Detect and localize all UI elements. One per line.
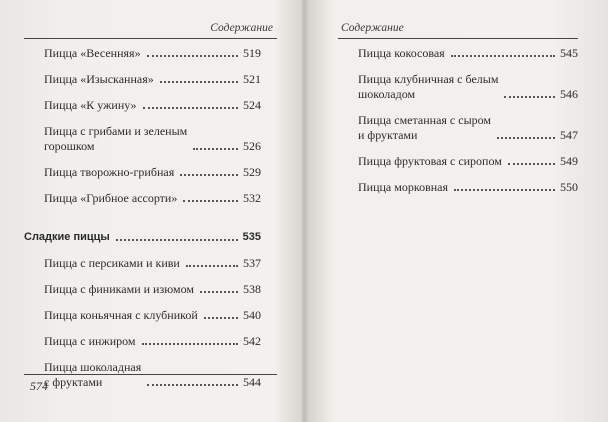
toc-entry-page: 545 [560, 46, 578, 60]
toc-entry-page: 550 [560, 180, 578, 194]
running-head: Содержание [210, 22, 273, 34]
toc-entry-page: 544 [243, 375, 261, 389]
running-head: Содержание [341, 22, 404, 34]
toc-entry-title: Пицца фруктовая с сиропом [358, 154, 502, 168]
toc-entry [24, 256, 261, 271]
dot-leader [143, 107, 238, 109]
toc-entry-page: 526 [243, 139, 261, 153]
toc-entry-title: Пицца с персиками и киви [44, 256, 180, 270]
dot-leader [160, 81, 238, 83]
toc-entry-title: Пицца с инжиром [44, 334, 136, 348]
dot-leader [451, 55, 555, 57]
toc-entry-page: 529 [243, 165, 261, 179]
toc-entry [24, 165, 261, 180]
toc-entry [24, 46, 261, 61]
dot-leader [147, 55, 238, 57]
toc-entry-title: Пицца «Весенняя» [44, 46, 141, 60]
toc-entry [24, 191, 261, 206]
toc-entry [338, 154, 578, 169]
toc-entry-title: Пицца «Грибное ассорти» [44, 191, 178, 205]
toc-entry-title: Пицца клубничная с белым шоколадом [358, 72, 499, 101]
dot-leader [200, 291, 238, 293]
toc-entry [24, 360, 261, 390]
toc-list [24, 46, 261, 401]
dot-leader [116, 239, 238, 241]
toc-entry-page: 537 [243, 256, 261, 270]
toc-entry-title: Пицца «К ужину» [44, 98, 137, 112]
header-rule [24, 38, 277, 39]
dot-leader [204, 317, 238, 319]
toc-entry-page: 532 [243, 191, 261, 205]
toc-entry-page: 546 [560, 87, 578, 101]
toc-entry-page: 549 [560, 154, 578, 168]
toc-entry-page: 521 [243, 72, 261, 86]
dot-leader [454, 189, 555, 191]
toc-entry-page: 542 [243, 334, 261, 348]
toc-entry-title: Пицца кокосовая [358, 46, 445, 60]
dot-leader [147, 384, 238, 386]
header-rule [338, 38, 578, 39]
dot-leader [180, 174, 238, 176]
toc-entry-title: Пицца творожно-грибная [44, 165, 175, 179]
dot-leader [186, 265, 238, 267]
toc-entry-page: 547 [560, 128, 578, 142]
toc-entry-title: Пицца с грибами и зеленым горошком [44, 124, 188, 153]
toc-entry-title: Пицца с финиками и изюмом [44, 282, 194, 296]
toc-entry-title: Пицца шоколадная с фруктами [44, 360, 142, 389]
footer-rule [24, 374, 277, 375]
toc-entry-page: 535 [242, 231, 261, 243]
toc-entry-title: Пицца «Изысканная» [44, 72, 154, 86]
dot-leader [193, 148, 238, 150]
toc-entry [24, 282, 261, 297]
toc-entry [24, 308, 261, 323]
toc-entry-title: Пицца коньячная с клубникой [44, 308, 198, 322]
page-number: 574 [30, 379, 48, 393]
toc-entry [338, 180, 578, 195]
toc-entry-page: 540 [243, 308, 261, 322]
toc-section-title: Сладкие пиццы [24, 231, 110, 243]
dot-leader [142, 343, 238, 345]
dot-leader [504, 96, 555, 98]
toc-entry-page: 524 [243, 98, 261, 112]
toc-entry [24, 98, 261, 113]
toc-section-heading [24, 230, 261, 245]
toc-entry-title: Пицца морковная [358, 180, 449, 194]
toc-entry [338, 46, 578, 61]
left-page [0, 0, 303, 422]
toc-entry [24, 124, 261, 154]
toc-entry [338, 113, 578, 143]
dot-leader [183, 200, 238, 202]
dot-leader [508, 163, 555, 165]
toc-entry [24, 334, 261, 349]
toc-entry-page: 538 [243, 282, 261, 296]
toc-entry [338, 72, 578, 102]
toc-entry [24, 72, 261, 87]
toc-entry-title: Пицца сметанная с сыром и фруктами [358, 113, 491, 142]
toc-list [338, 46, 578, 206]
toc-entry-page: 519 [243, 46, 261, 60]
dot-leader [497, 137, 555, 139]
right-page [305, 0, 608, 422]
